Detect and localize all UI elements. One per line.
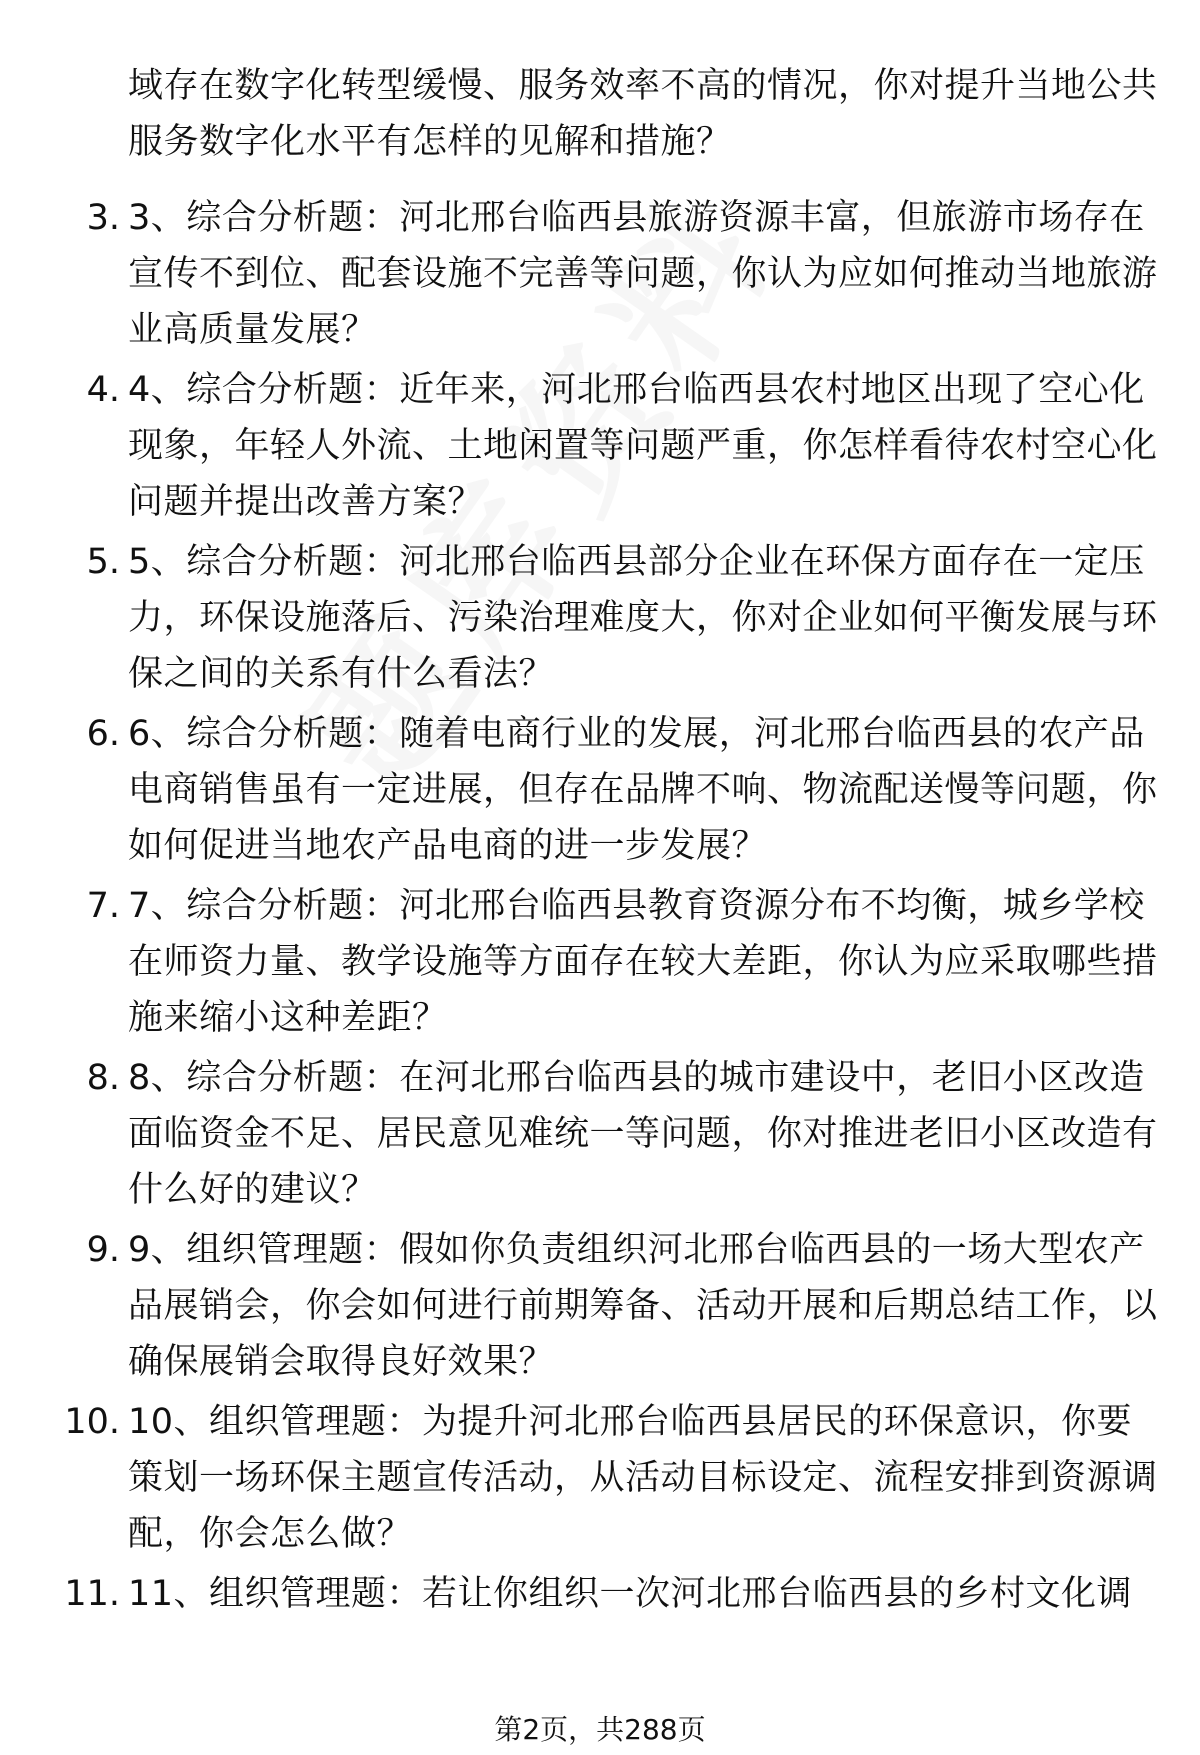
list-item-number: 3. <box>86 198 120 238</box>
list-item-number: 6. <box>86 714 120 754</box>
list-item-number: 10. <box>64 1402 120 1442</box>
list-item-number: 5. <box>86 542 120 582</box>
list-item-text: 9、组织管理题：假如你负责组织河北邢台临西县的一场大型农产品展销会，你会如何进行前期筹备、活动开展和后期总结工作，以确保展销会取得良好效果？ <box>128 1230 1158 1382</box>
list-item-text: 7、综合分析题：河北邢台临西县教育资源分布不均衡，城乡学校在师资力量、教学设施等方面存在较大差距，你认为应采取哪些措施来缩小这种差距？ <box>128 886 1158 1038</box>
list-item <box>0 1050 1200 1222</box>
list-item-number: 9. <box>86 1230 120 1270</box>
list-item <box>0 706 1200 878</box>
continuation-paragraph: 域存在数字化转型缓慢、服务效率不高的情况，你对提升当地公共服务数字化水平有怎样的见解和措施？ <box>128 66 1158 162</box>
list-item <box>0 190 1200 362</box>
list-item-number: 11. <box>64 1574 120 1614</box>
list-item-text: 5、综合分析题：河北邢台临西县部分企业在环保方面存在一定压力，环保设施落后、污染治理难度大，你对企业如何平衡发展与环保之间的关系有什么看法？ <box>128 542 1158 694</box>
page-footer: 第2页，共288页 <box>494 1713 706 1746</box>
list-item <box>0 878 1200 1050</box>
list-item-text: 11、组织管理题：若让你组织一次河北邢台临西县的乡村文化调 <box>128 1574 1133 1614</box>
list-item-number: 4. <box>86 370 120 410</box>
list-item-text: 8、综合分析题：在河北邢台临西县的城市建设中，老旧小区改造面临资金不足、居民意见难统一等问题，你对推进老旧小区改造有什么好的建议？ <box>128 1058 1158 1210</box>
list-item-text: 6、综合分析题：随着电商行业的发展，河北邢台临西县的农产品电商销售虽有一定进展，但存在品牌不响、物流配送慢等问题，你如何促进当地农产品电商的进一步发展？ <box>128 714 1158 866</box>
list-item-text: 3、综合分析题：河北邢台临西县旅游资源丰富，但旅游市场存在宣传不到位、配套设施不完善等问题，你认为应如何推动当地旅游业高质量发展？ <box>128 198 1158 350</box>
list-item <box>0 1222 1200 1394</box>
list-item-text: 10、组织管理题：为提升河北邢台临西县居民的环保意识，你要策划一场环保主题宣传活动，从活动目标设定、流程安排到资源调配，你会怎么做？ <box>128 1402 1158 1554</box>
list-item-number: 8. <box>86 1058 120 1098</box>
list-item <box>0 1394 1200 1566</box>
list-item <box>0 362 1200 534</box>
question-list <box>0 190 1200 1738</box>
list-item-number: 7. <box>86 886 120 926</box>
list-item-text: 4、综合分析题：近年来，河北邢台临西县农村地区出现了空心化现象，年轻人外流、土地闲置等问题严重，你怎样看待农村空心化问题并提出改善方案？ <box>128 370 1158 522</box>
list-item <box>0 534 1200 706</box>
